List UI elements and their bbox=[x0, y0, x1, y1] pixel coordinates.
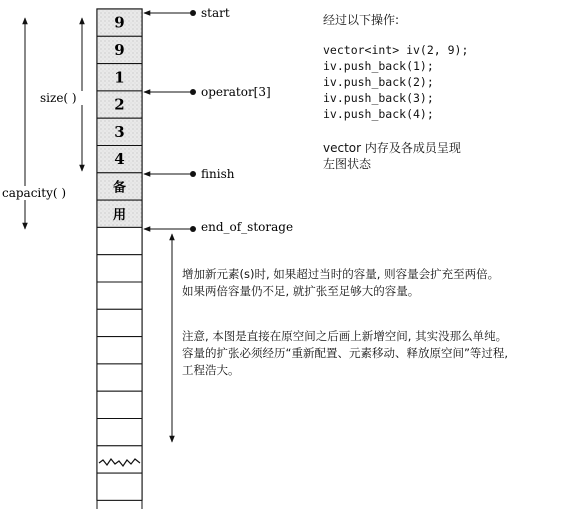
memory-cell-empty bbox=[97, 337, 142, 364]
start-pointer-dot bbox=[190, 10, 196, 16]
capacity-label: capacity( ) bbox=[2, 186, 67, 200]
memory-cell-value: 4 bbox=[114, 150, 125, 169]
start-label: start bbox=[201, 6, 230, 20]
operator-label: operator[3] bbox=[201, 85, 271, 99]
memory-cells bbox=[97, 9, 142, 509]
memory-cell-value: 1 bbox=[114, 68, 125, 87]
memory-cell-value: 2 bbox=[114, 95, 125, 114]
memory-cell-empty bbox=[97, 309, 142, 336]
notes-heading: 经过以下操作: bbox=[323, 13, 400, 27]
end-of-storage-pointer-dot bbox=[190, 226, 196, 232]
growth-line-2: 如果两倍容量仍不足, 就扩张至足够大的容量。 bbox=[182, 284, 420, 298]
memory-cell-value: 备 bbox=[112, 180, 127, 196]
memory-cell-empty bbox=[97, 500, 142, 509]
finish-label: finish bbox=[201, 167, 235, 181]
code-line-2: iv.push_back(1); bbox=[323, 59, 434, 73]
code-line-3: iv.push_back(2); bbox=[323, 75, 434, 89]
memory-cell-empty bbox=[97, 473, 142, 500]
caution-line-3: 工程浩大。 bbox=[182, 363, 240, 377]
caution-line-2: 容量的扩张必须经历“重新配置、元素移动、释放原空间”等过程, bbox=[182, 346, 509, 360]
memory-cell-empty bbox=[97, 227, 142, 254]
operator-pointer-dot bbox=[190, 89, 196, 95]
code-line-1: vector<int> iv(2, 9); bbox=[323, 43, 469, 57]
memory-cell-empty bbox=[97, 419, 142, 446]
memory-cell-empty bbox=[97, 282, 142, 309]
finish-pointer-dot bbox=[190, 171, 196, 177]
memory-cell-value: 9 bbox=[114, 13, 125, 32]
memory-cell-empty bbox=[97, 364, 142, 391]
summary-line-2: 左图状态 bbox=[323, 157, 372, 171]
code-line-5: iv.push_back(4); bbox=[323, 107, 434, 121]
memory-cell-value: 9 bbox=[114, 40, 125, 59]
memory-cell-value: 用 bbox=[112, 207, 127, 223]
memory-cell-empty bbox=[97, 255, 142, 282]
memory-cell-value: 3 bbox=[114, 122, 125, 141]
end-of-storage-label: end_of_storage bbox=[201, 220, 294, 234]
summary-line-1: vector 内存及各成员呈现 bbox=[323, 141, 461, 155]
code-line-4: iv.push_back(3); bbox=[323, 91, 434, 105]
growth-line-1: 增加新元素(s)时, 如果超过当时的容量, 则容量会扩充至两倍。 bbox=[182, 267, 500, 281]
memory-cell-empty bbox=[97, 391, 142, 418]
caution-line-1: 注意, 本图是直接在原空间之后画上新增空间, 其实没那么单纯。 bbox=[182, 329, 508, 343]
size-label: size( ) bbox=[40, 91, 77, 105]
